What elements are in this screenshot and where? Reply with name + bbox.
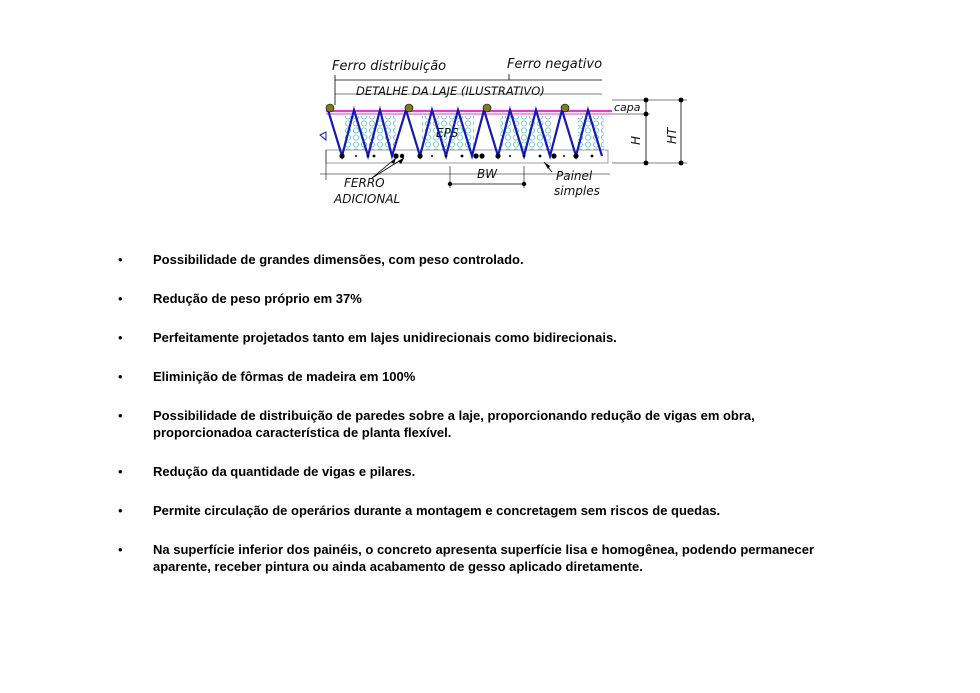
bullet-marker: • <box>118 291 123 306</box>
bullet-marker: • <box>118 369 123 384</box>
label-ferro-negativo: Ferro negativo <box>507 57 603 72</box>
label-h: H <box>629 135 643 145</box>
label-capa: capa <box>614 101 641 114</box>
bullet-marker: • <box>118 464 123 479</box>
list-item <box>118 502 838 519</box>
list-item <box>118 368 838 385</box>
list-item-text: Permite circulação de operários durante a montagem e concretagem sem riscos de quedas. <box>153 503 721 518</box>
feature-list <box>118 251 838 597</box>
list-item-text: Eliminição de fôrmas de madeira em 100% <box>153 369 416 384</box>
list-item-text: Possibilidade de distribuição de paredes sobre a laje, proporcionando redução de vigas em obra, proporcionadoa característica de planta flexível. <box>153 408 755 440</box>
top-bar <box>326 104 334 112</box>
label-ferro-distribuicao: Ferro distribuição <box>332 59 447 74</box>
bullet-marker: • <box>118 252 123 267</box>
list-item <box>118 541 838 575</box>
list-item <box>118 251 838 268</box>
bullet-marker: • <box>118 408 123 423</box>
list-item-text: Redução de peso próprio em 37% <box>153 291 362 306</box>
bullet-marker: • <box>118 503 123 518</box>
top-bar <box>405 104 413 112</box>
label-bw: BW <box>477 167 498 181</box>
bullet-marker: • <box>118 542 123 557</box>
label-painel-2: simples <box>554 184 600 198</box>
slab-detail-diagram <box>312 50 692 215</box>
list-item-text: Redução da quantidade de vigas e pilares. <box>153 464 416 479</box>
label-painel-1: Painel <box>556 169 593 183</box>
label-ferro-adicional-1: FERRO <box>344 176 385 190</box>
list-item <box>118 290 838 307</box>
list-item-text: Possibilidade de grandes dimensões, com peso controlado. <box>153 252 524 267</box>
label-ht: HT <box>665 127 679 144</box>
list-item-text: Na superfície inferior dos painéis, o concreto apresenta superfície lisa e homogênea, podendo permanecer aparente, receber pintura ou ainda acabamento de gesso aplicado diretamente. <box>153 542 815 574</box>
label-ferro-adicional-2: ADICIONAL <box>334 192 401 206</box>
bullet-marker: • <box>118 330 123 345</box>
diagram-title: DETALHE DA LAJE (ILUSTRATIVO) <box>356 84 545 98</box>
bottom-rebar-dots <box>339 153 593 158</box>
label-eps: EPS <box>436 126 459 140</box>
top-bar <box>561 104 569 112</box>
list-item-text: Perfeitamente projetados tanto em lajes unidirecionais como bidirecionais. <box>153 330 617 345</box>
list-item <box>118 329 838 346</box>
top-bar <box>483 104 491 112</box>
list-item <box>118 407 838 441</box>
list-item <box>118 463 838 480</box>
